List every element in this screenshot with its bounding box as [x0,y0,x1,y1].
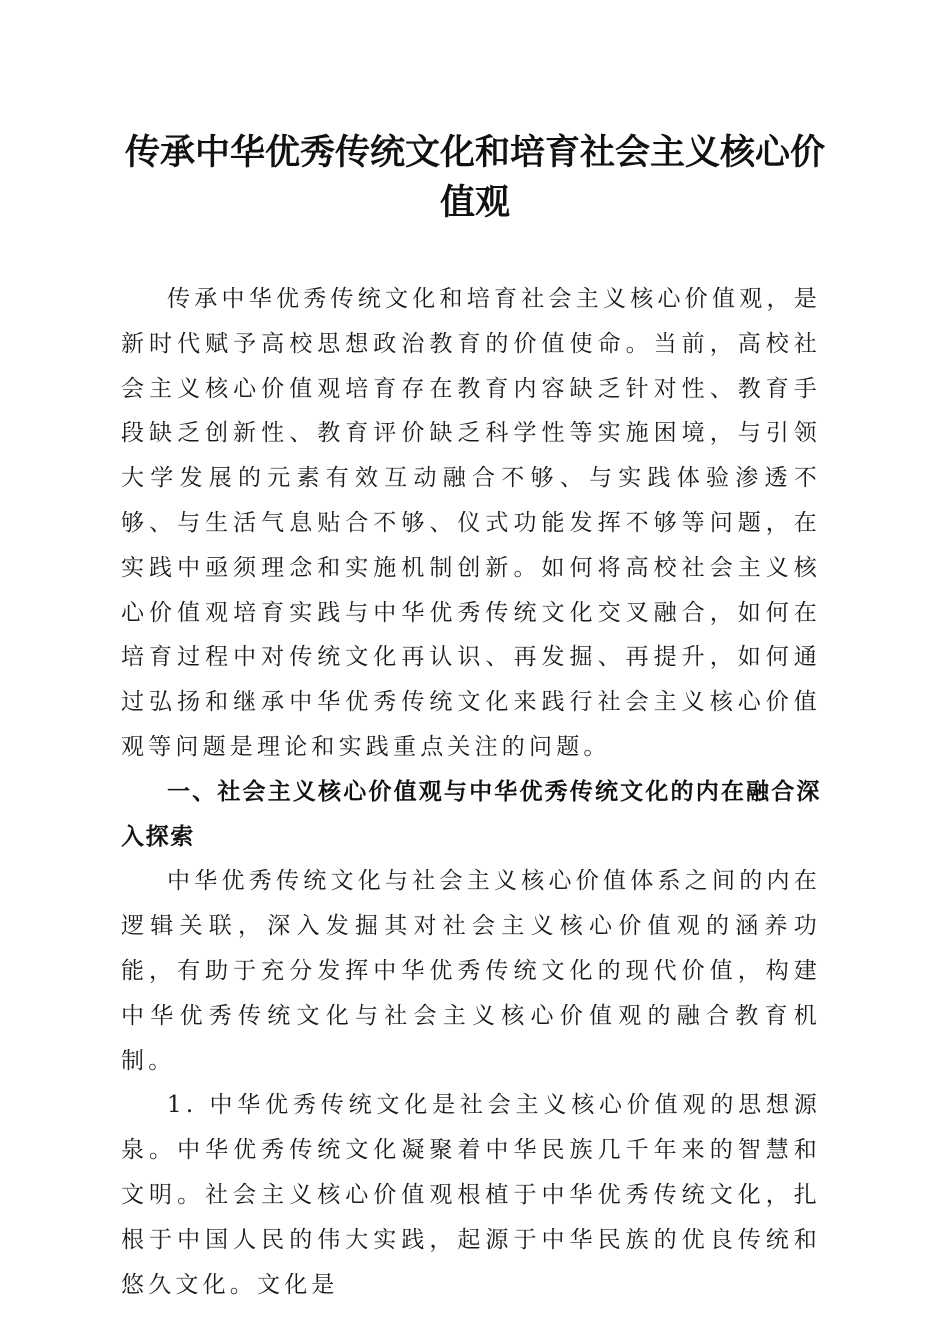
subsection-1-paragraph: 1. 中华优秀传统文化是社会主义核心价值观的思想源泉。中华优秀传统文化凝聚着中华民族几千年来的智慧和文明。社会主义核心价值观根植于中华优秀传统文化，扎根于中国人民的伟大实践，起源于中华民族的优良传统和悠久文化。文化是 [121,1092,821,1298]
section-heading-1: 一、社会主义核心价值观与中华优秀传统文化的内在融合深入探索 [121,778,821,850]
section-1-paragraph: 中华优秀传统文化与社会主义核心价值体系之间的内在逻辑关联，深入发掘其对社会主义核心价值观的涵养功能，有助于充分发挥中华优秀传统文化的现代价值，构建中华优秀传统文化与社会主义核心价值观的融合教育机制。 [121,868,821,1074]
intro-paragraph: 传承中华优秀传统文化和培育社会主义核心价值观，是新时代赋予高校思想政治教育的价值使命。当前，高校社会主义核心价值观培育存在教育内容缺乏针对性、教育手段缺乏创新性、教育评价缺乏科学性等实施困境，与引领大学发展的元素有效互动融合不够、与实践体验渗透不够、与生活气息贴合不够、仪式功能发挥不够等问题，在实践中亟须理念和实施机制创新。如何将高校社会主义核心价值观培育实践与中华优秀传统文化交叉融合，如何在培育过程中对传统文化再认识、再发掘、再提升，如何通过弘扬和继承中华优秀传统文化来践行社会主义核心价值观等问题是理论和实践重点关注的问题。 [121,286,821,760]
document-title: 传承中华优秀传统文化和培育社会主义核心价值观 [124,132,825,223]
document-body [121,277,821,1307]
